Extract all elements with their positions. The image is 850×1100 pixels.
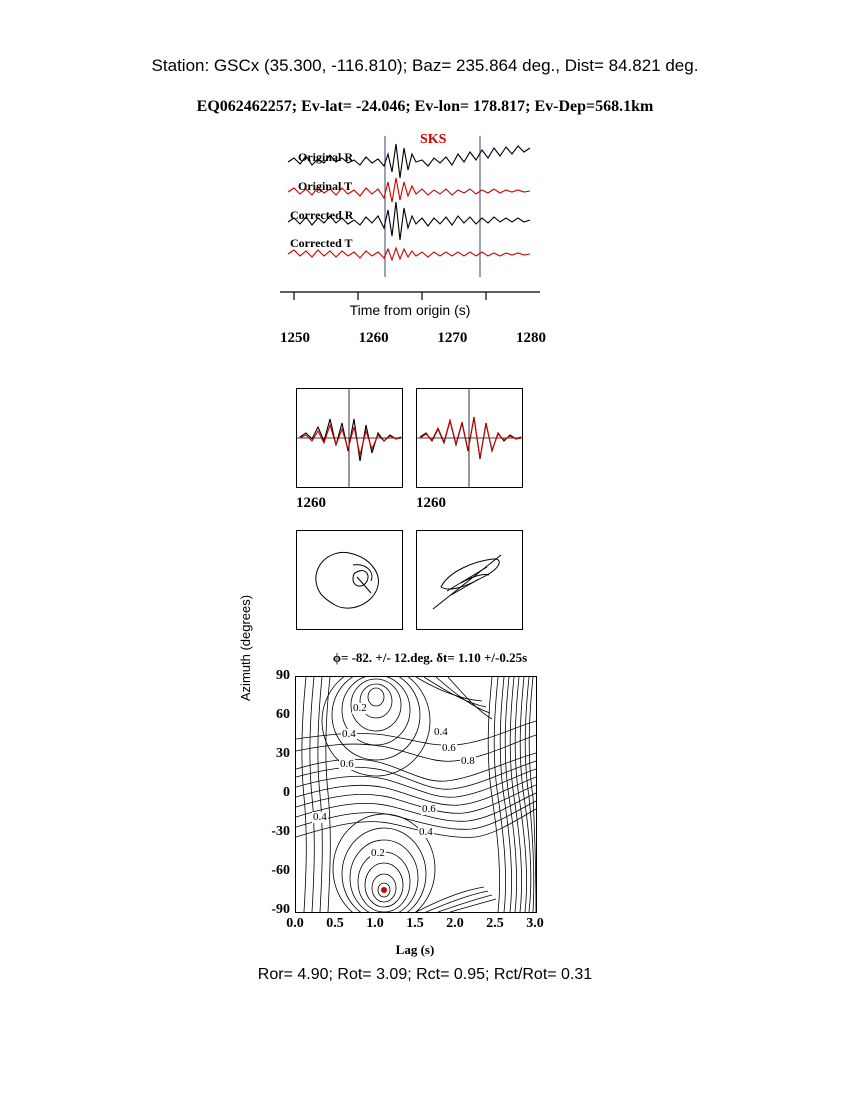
waveform-box-uncorrected xyxy=(296,388,403,488)
waveform-right-tick-label: 1260 xyxy=(416,495,446,511)
contour-label-10: 0.2 xyxy=(371,847,385,859)
waveform-box-corrected xyxy=(416,388,523,488)
phase-label-sks: SKS xyxy=(420,132,447,147)
time-tick-1260: 1260 xyxy=(358,330,389,346)
trace-label-original-r: Original R xyxy=(298,150,354,164)
xtick-2-0: 2.0 xyxy=(446,916,464,931)
ytick-90: 90 xyxy=(276,668,290,683)
particle-motion-uncorrected xyxy=(296,530,403,630)
contour-label-3: 0.6 xyxy=(340,758,354,770)
time-tick-1250: 1250 xyxy=(280,330,310,346)
ytick-m30: -30 xyxy=(271,824,290,839)
contour-label-9: 0.4 xyxy=(419,826,433,838)
contour-x-ticks xyxy=(275,916,555,938)
station-header-line: Station: GSCx (35.300, -116.810); Baz= 235.864 deg., Dist= 84.821 deg. xyxy=(151,56,699,75)
quality-metrics-footer: Ror= 4.90; Rot= 3.09; Rct= 0.95; Rct/Rot= 0.31 xyxy=(257,966,593,983)
contour-y-ticks xyxy=(240,668,290,917)
time-tick-1280: 1280 xyxy=(515,330,546,346)
time-axis-title: Time from origin (s) xyxy=(349,302,471,318)
contour-label-6: 0.8 xyxy=(461,755,475,767)
contour-y-axis-label: Azimuth (degrees) xyxy=(238,594,253,702)
contour-label-4: 0.4 xyxy=(434,726,448,738)
seismogram-panel xyxy=(280,132,540,312)
contour-x-axis-label: Lag (s) xyxy=(395,942,435,957)
ytick-m60: -60 xyxy=(271,863,290,878)
ytick-60: 60 xyxy=(276,707,290,722)
xtick-3-0: 3.0 xyxy=(526,916,544,931)
xtick-0-5: 0.5 xyxy=(326,916,344,931)
xtick-1-0: 1.0 xyxy=(366,916,384,931)
contour-label-5: 0.6 xyxy=(442,742,456,754)
trace-label-original-t: Original T xyxy=(298,179,353,193)
contour-lines xyxy=(296,677,536,912)
contour-label-1: 0.2 xyxy=(353,702,367,714)
ytick-0: 0 xyxy=(283,785,290,800)
ytick-30: 30 xyxy=(276,746,290,761)
event-header-line: EQ062462257; Ev-lat= -24.046; Ev-lon= 178.817; Ev-Dep=568.1km xyxy=(196,98,654,115)
contour-label-2: 0.4 xyxy=(342,728,356,740)
time-tick-1270: 1270 xyxy=(437,330,468,346)
ytick-m90: -90 xyxy=(271,902,290,917)
contour-label-8: 0.6 xyxy=(422,803,436,815)
contour-label-7: 0.4 xyxy=(313,811,327,823)
minimum-marker xyxy=(381,887,387,893)
xtick-2-5: 2.5 xyxy=(486,916,504,931)
xtick-0-0: 0.0 xyxy=(286,916,304,931)
splitting-parameters-label: ϕ= -82. +/- 12.deg. δt= 1.10 +/-0.25s xyxy=(332,650,528,665)
trace-label-corrected-t: Corrected T xyxy=(290,236,353,250)
error-surface-contour-plot xyxy=(295,676,537,913)
time-axis-ticks xyxy=(280,330,546,347)
trace-label-corrected-r: Corrected R xyxy=(290,208,354,222)
xtick-1-5: 1.5 xyxy=(406,916,424,931)
particle-motion-corrected xyxy=(416,530,523,630)
waveform-left-tick-label: 1260 xyxy=(296,495,326,511)
